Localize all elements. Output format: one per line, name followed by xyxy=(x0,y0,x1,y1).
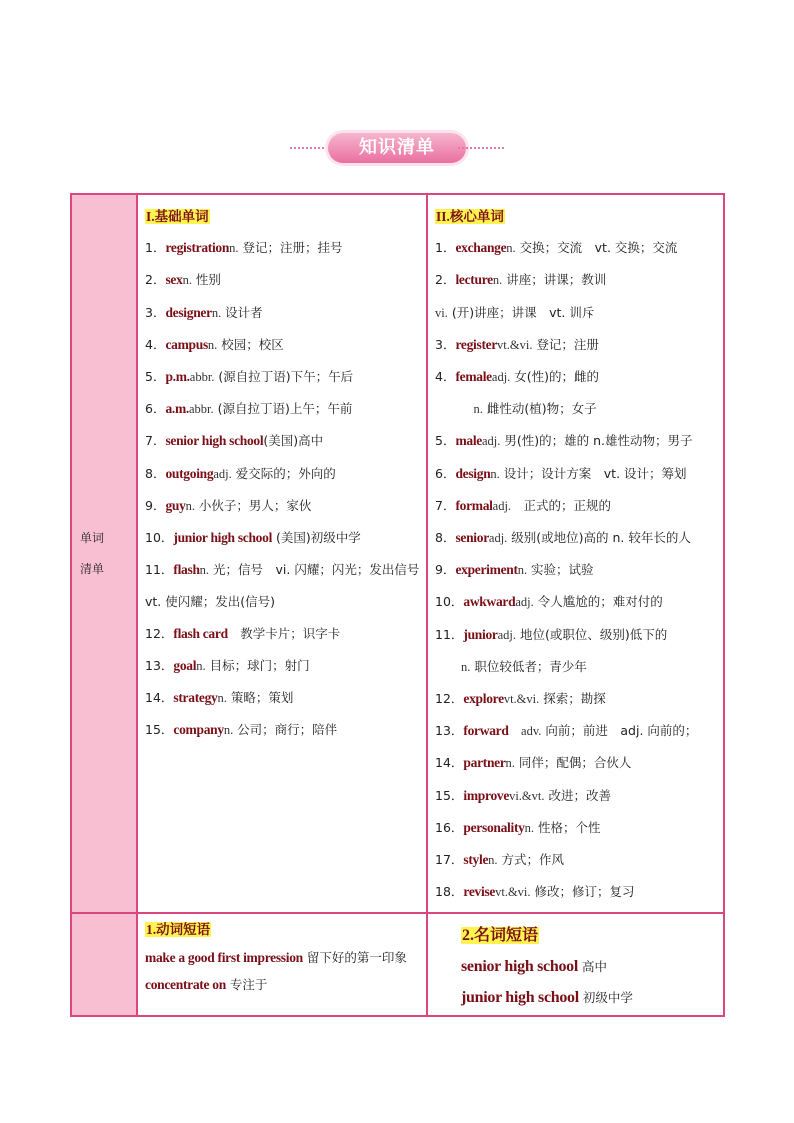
noun-phrases-header: 2.名词短语 xyxy=(462,927,539,945)
entry-word: designer xyxy=(165,304,212,320)
side-label-line2: 清单 xyxy=(80,561,105,576)
word-entry xyxy=(435,586,719,618)
entry-part-of-speech: n. xyxy=(207,337,218,352)
side-label-line1: 单词 xyxy=(80,530,105,545)
entry-number: 12． xyxy=(435,691,464,707)
entry-number: 7． xyxy=(145,433,166,449)
entry-part-of-speech: vt.&vi. xyxy=(497,337,533,352)
entry-meaning: 实验；试验 xyxy=(527,562,594,578)
entry-number: 1． xyxy=(435,240,456,256)
word-entry xyxy=(435,876,719,908)
entry-number: 11． xyxy=(145,562,174,578)
entry-meaning: 修改；修订；复习 xyxy=(530,884,635,900)
word-entry xyxy=(145,232,422,264)
entry-number: 16． xyxy=(435,819,464,835)
banner-pill xyxy=(328,133,466,163)
entry-meaning: 光；信号 vi. 闪耀；闪光；发出信号 vt. 使闪耀；发出(信号) xyxy=(145,562,432,610)
entry-word: male xyxy=(455,433,482,449)
entry-meaning: 交换；交流 vt. 交换；交流 xyxy=(515,240,678,256)
entry-word: guy xyxy=(165,497,186,513)
entry-meaning: 探索；勘探 xyxy=(539,691,606,707)
entry-word: junior high school xyxy=(173,530,273,546)
entry-word: senior high school xyxy=(165,433,264,449)
entry-meaning: 爱交际的；外向的 xyxy=(231,465,336,481)
entry-part-of-speech: n. xyxy=(488,853,498,868)
phrase-meaning: 留下好的第一印象 xyxy=(302,949,407,965)
word-entry xyxy=(145,329,422,361)
entry-word: exchange xyxy=(455,240,507,256)
word-entry xyxy=(145,361,422,393)
entry-number: 7． xyxy=(435,497,456,513)
word-entry xyxy=(145,425,422,457)
entry-meaning: (美国)初级中学 xyxy=(272,530,361,546)
entry-number: 9． xyxy=(145,497,166,513)
entry-word: senior xyxy=(455,530,489,546)
entry-word: style xyxy=(463,852,489,868)
entry-meaning: 男(性)的；雄的 n.雄性动物；男子 xyxy=(500,433,693,449)
core-words-header: II.核心单词 xyxy=(436,209,504,224)
entry-part-of-speech: abbr. xyxy=(189,402,214,417)
entry-part-of-speech: n. xyxy=(524,820,534,835)
entry-part-of-speech: n. xyxy=(223,723,234,738)
word-entry xyxy=(435,425,719,457)
entry-number: 5． xyxy=(435,433,456,449)
entry-part-of-speech: n. xyxy=(185,498,195,513)
entry-number: 18． xyxy=(435,884,464,900)
entry-meaning: 教学卡片；识字卡 xyxy=(227,625,341,641)
entry-word: strategy xyxy=(173,690,218,706)
entry-number: 13． xyxy=(145,657,174,673)
entry-number: 9． xyxy=(435,562,456,578)
entry-number: 5． xyxy=(145,369,166,385)
banner-divider-right xyxy=(458,147,504,149)
entry-meaning: 改进；改善 xyxy=(544,787,611,803)
entry-meaning: 雌性动(植)物；女子 xyxy=(482,401,597,417)
entry-meaning: 小伙子；男人；家伙 xyxy=(194,497,312,513)
word-entry xyxy=(435,297,719,329)
entry-word: explore xyxy=(463,691,504,707)
entry-meaning: 正式的；正规的 xyxy=(511,497,612,513)
entry-word: formal xyxy=(455,497,493,513)
word-entry xyxy=(435,715,719,747)
entry-part-of-speech: n. xyxy=(217,691,227,706)
core-words-cell xyxy=(427,194,724,913)
word-entry xyxy=(145,264,422,296)
entry-meaning: 地位(或职位、级别)低下的 xyxy=(516,626,668,642)
entry-part-of-speech: n. xyxy=(196,658,206,673)
entry-number: 17． xyxy=(435,852,464,868)
entry-number: 4． xyxy=(145,336,166,352)
entry-meaning: (源自拉丁语)下午；午后 xyxy=(214,369,354,385)
word-entry xyxy=(435,651,719,683)
word-entry xyxy=(145,714,422,746)
entry-number: 11． xyxy=(435,626,464,642)
word-entry xyxy=(435,361,719,393)
entry-word: registration xyxy=(165,240,230,256)
entry-meaning: 职位较低者；青少年 xyxy=(470,658,587,674)
phrase-meaning: 初级中学 xyxy=(578,990,633,1006)
entry-word: partner xyxy=(463,755,506,771)
entry-number: 8． xyxy=(435,530,456,546)
entry-part-of-speech: n. xyxy=(211,305,222,320)
entry-word: awkward xyxy=(463,594,516,610)
entry-word: p.m. xyxy=(165,369,190,385)
entry-word: junior xyxy=(463,626,498,642)
entry-part-of-speech: vt.&vi. xyxy=(503,692,540,707)
phrase-text: senior high school xyxy=(461,958,578,976)
entry-part-of-speech: n. xyxy=(199,563,210,578)
side-label-cell xyxy=(71,194,137,913)
entry-number: 2． xyxy=(435,272,456,288)
phrase-meaning: 专注于 xyxy=(225,977,268,993)
entry-word: company xyxy=(173,722,224,738)
word-entry xyxy=(145,393,422,425)
entry-number: 4． xyxy=(435,369,456,385)
entry-number: 6． xyxy=(145,401,166,417)
entry-part-of-speech: n. xyxy=(505,756,515,771)
entry-part-of-speech: adv. xyxy=(508,724,542,739)
entry-number: 15． xyxy=(435,787,464,803)
entry-part-of-speech: abbr. xyxy=(189,370,215,385)
entry-part-of-speech: n. xyxy=(490,466,500,481)
entry-word: flash xyxy=(173,562,200,578)
entry-meaning: 策略；策划 xyxy=(226,690,294,706)
entry-meaning: (美国)高中 xyxy=(263,433,324,449)
entry-meaning: 级别(或地位)高的 n. 较年长的人 xyxy=(507,530,691,546)
entry-word: campus xyxy=(165,336,208,352)
word-entry xyxy=(145,297,422,329)
entry-number: 14． xyxy=(435,755,464,771)
entry-meaning: 令人尴尬的；难对付的 xyxy=(533,594,663,610)
word-entry xyxy=(435,683,719,715)
entry-part-of-speech: n. xyxy=(461,659,471,674)
entry-meaning: 同伴；配偶；合伙人 xyxy=(514,755,632,771)
entry-part-of-speech: n. xyxy=(492,273,503,288)
word-entry xyxy=(435,490,719,522)
entry-word: goal xyxy=(173,657,197,673)
entry-number: 10． xyxy=(435,594,464,610)
entry-part-of-speech: vi.&vt. xyxy=(509,788,545,803)
entry-word: improve xyxy=(463,787,510,803)
word-entry xyxy=(145,490,422,522)
entry-meaning: (源自拉丁语)上午；午前 xyxy=(213,401,353,417)
entry-meaning: 向前；前进 adj. 向前的； xyxy=(541,723,698,739)
phrase-text: junior high school xyxy=(461,989,579,1007)
word-entry xyxy=(435,264,719,296)
entry-number: 8． xyxy=(145,465,166,481)
word-entry xyxy=(145,522,422,554)
entry-word: experiment xyxy=(455,562,518,578)
entry-part-of-speech: n. xyxy=(182,273,192,288)
entry-meaning: (开)讲座；讲课 vt. 训斥 xyxy=(447,304,595,320)
entry-number: 1． xyxy=(145,240,166,256)
word-entry xyxy=(145,618,422,650)
entry-meaning: 目标；球门；射门 xyxy=(205,657,310,673)
section-banner xyxy=(290,133,504,163)
entry-part-of-speech: vi. xyxy=(435,305,448,320)
entry-meaning: 讲座；讲课；教训 xyxy=(502,272,607,288)
entry-number: 2． xyxy=(145,272,166,288)
entry-part-of-speech: adj. xyxy=(492,498,512,513)
phrase-entry xyxy=(145,944,422,972)
entry-meaning: 性别 xyxy=(191,272,221,288)
entry-meaning: 性格；个性 xyxy=(533,819,601,835)
entry-part-of-speech: adj. xyxy=(491,370,511,385)
word-entry xyxy=(435,329,719,361)
entry-word: a.m. xyxy=(165,401,189,417)
entry-meaning: 登记；注册；挂号 xyxy=(238,240,343,256)
entry-part-of-speech: adj. xyxy=(515,595,534,610)
banner-title: 知识清单 xyxy=(359,137,435,158)
entry-meaning: 设计；设计方案 vt. 设计；筹划 xyxy=(499,465,687,481)
phrase-entry xyxy=(461,951,719,982)
entry-number: 14． xyxy=(145,690,174,706)
entry-part-of-speech: n. xyxy=(517,563,528,578)
basic-words-cell xyxy=(137,194,432,913)
entry-word: female xyxy=(455,369,492,385)
noun-phrases-cell xyxy=(427,913,724,1016)
entry-number: 6． xyxy=(435,465,456,481)
entry-word: revise xyxy=(463,884,496,900)
entry-part-of-speech: adj. xyxy=(482,434,501,449)
entry-number: 13． xyxy=(435,723,464,739)
entry-part-of-speech: adj. xyxy=(497,627,517,642)
word-entry xyxy=(435,780,719,812)
entry-word: design xyxy=(455,465,491,481)
entry-meaning: 校园；校区 xyxy=(217,336,284,352)
entry-word: register xyxy=(455,336,498,352)
word-entry xyxy=(145,682,422,714)
entry-part-of-speech: adj. xyxy=(213,466,232,481)
word-entry xyxy=(435,393,719,425)
entry-meaning: 设计者 xyxy=(221,304,263,320)
entry-number: 3． xyxy=(145,304,166,320)
word-entry xyxy=(145,554,432,617)
word-entry xyxy=(435,522,719,554)
entry-word: forward xyxy=(463,723,509,739)
entry-part-of-speech: n. xyxy=(229,241,239,256)
word-entry xyxy=(435,619,719,651)
entry-number: 15． xyxy=(145,722,174,738)
word-entry xyxy=(435,747,719,779)
vocabulary-table xyxy=(70,193,725,1017)
basic-words-header: I.基础单词 xyxy=(146,209,209,224)
verb-phrases-header: 1.动词短语 xyxy=(146,922,211,938)
entry-meaning: 女(性)的；雌的 xyxy=(510,369,600,385)
phrase-entry xyxy=(461,982,719,1013)
phrase-meaning: 高中 xyxy=(578,959,607,975)
word-entry xyxy=(435,232,719,264)
entry-word: sex xyxy=(165,272,183,288)
entry-meaning: 公司；商行；陪伴 xyxy=(233,722,338,738)
entry-word: personality xyxy=(463,819,525,835)
entry-part-of-speech: n. xyxy=(506,241,516,256)
entry-number: 10． xyxy=(145,530,174,546)
word-entry xyxy=(145,458,422,490)
word-entry xyxy=(435,554,719,586)
entry-word: lecture xyxy=(455,272,493,288)
entry-part-of-speech: n. xyxy=(461,402,483,417)
entry-part-of-speech: adj. xyxy=(488,531,508,546)
side-blank-cell xyxy=(71,913,137,1016)
word-entry xyxy=(145,650,422,682)
phrase-text: make a good first impression xyxy=(145,949,303,965)
phrase-text: concentrate on xyxy=(145,977,226,993)
word-entry xyxy=(435,812,719,844)
entry-number: 3． xyxy=(435,336,456,352)
word-entry xyxy=(435,458,719,490)
phrase-entry xyxy=(145,971,422,999)
verb-phrases-cell xyxy=(137,913,427,1016)
entry-word: flash card xyxy=(173,625,228,641)
entry-part-of-speech: vt.&vi. xyxy=(495,885,531,900)
entry-meaning: 方式；作风 xyxy=(497,852,565,868)
entry-number: 12． xyxy=(145,625,174,641)
entry-meaning: 登记；注册 xyxy=(532,336,599,352)
word-entry xyxy=(435,844,719,876)
entry-word: outgoing xyxy=(165,465,214,481)
